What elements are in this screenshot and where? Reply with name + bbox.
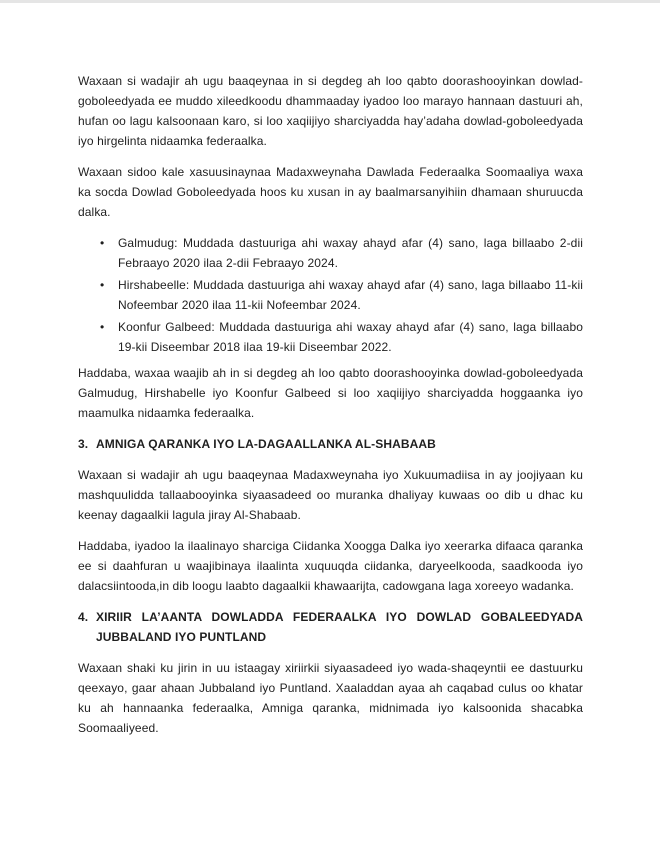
list-item-galmudug — [78, 233, 583, 273]
section-heading-relations — [78, 607, 583, 647]
para-alshabaab: Waxaan si wadajir ah ugu baaqeynaa Madaxweynaha iyo Xukuumadiisa in ay joojiyaan ku mashquulidda tallaabooyinka siyaasadeed oo muranka dhaliyay kuwaas oo dib u dhac ku keenay dagaalkii lagula jiray Al-Shabaab. — [78, 468, 583, 522]
bullet-icon: • — [100, 278, 105, 292]
para-elections-call: Waxaan si wadajir ah ugu baaqeynaa in si degdeg ah loo qabto doorashooyinkan dowlad-goboleedyada ee muddo xileedkoodu dhammaaday iyadoo loo marayo hannaan dastuuri ah, hufan oo lagu kalsoonaan karo, si loo xaqiijiyo sharciyadda hay’adaha dowlad-goboleedyada iyo hirgelinta nidaamka federaalka. — [78, 74, 583, 148]
para-haddaba-elections: Haddaba, waxaa waajib ah in si degdeg ah loo qabto doorashooyinka dowlad-goboleedyada Galmudug, Hirshabelle iyo Koonfur Galbeed si loo xaqiijiyo sharciyadda hoggaanka iyo maamulka nidaamka federaalka. — [78, 366, 583, 420]
heading-text: XIRIIR LA’AANTA DOWLADDA FEDERAALKA IYO DOWLAD GOBALEEDYADA JUBBALAND IYO PUNTLAND — [96, 610, 583, 644]
section-heading-security — [78, 434, 583, 454]
para-army-law: Haddaba, iyadoo la ilaalinayo sharciga Ciidanka Xoogga Dalka iyo xeerarka difaaca qaranka ee si daahfuran u waajibinaya ilaalinta xuquuqda ciidanka, daryeelkooda, saadkooda iyo dalacsiintooda,in dib loogu laabto dagaalkii khawaarijta, cadowgana laga xoreeyo wadanka. — [78, 539, 583, 593]
state-terms-list — [78, 233, 583, 357]
window-edge-strip — [0, 0, 660, 3]
bullet-icon: • — [100, 236, 105, 250]
bullet-icon: • — [100, 320, 105, 334]
para-president-reminder: Waxaan sidoo kale xasuusinaynaa Madaxweynaha Dawlada Federaalka Soomaaliya waxa ka socda Dowlad Goboleedyada hoos ku xusan in ay baalmarsanyihiin dhamaan shuruucda dalka. — [78, 165, 583, 219]
heading-number: 4. — [78, 610, 89, 624]
bullet-text: Koonfur Galbeed: Muddada dastuuriga ahi waxay ahayd afar (4) sano, laga billaabo 19-kii Diseembar 2018 ilaa 19-kii Diseembar 2022. — [118, 320, 583, 354]
bullet-text: Galmudug: Muddada dastuuriga ahi waxay ahayd afar (4) sano, laga billaabo 2-dii Febraayo 2020 ilaa 2-dii Febraayo 2024. — [118, 236, 583, 270]
bullet-text: Hirshabeelle: Muddada dastuuriga ahi waxay ahayd afar (4) sano, laga billaabo 11-kii Nofeembar 2020 ilaa 11-kii Nofeembar 2024. — [118, 278, 583, 312]
list-item-hirshabeelle — [78, 275, 583, 315]
heading-number: 3. — [78, 437, 89, 451]
list-item-koonfur-galbeed — [78, 317, 583, 357]
document-content — [78, 71, 583, 749]
para-jubbaland-puntland: Waxaan shaki ku jirin in uu istaagay xiriirkii siyaasadeed iyo wada-shaqeyntii ee dastuurku qeexayo, gaar ahaan Jubbaland iyo Puntland. Xaaladdan ayaa ah caqabad culus oo khatar ku ah hannaanka federaalka, Amniga qaranka, midnimada iyo kalsoonida shacabka Soomaaliyeed. — [78, 661, 583, 735]
heading-text: AMNIGA QARANKA IYO LA-DAGAALLANKA AL-SHABAAB — [96, 437, 436, 451]
